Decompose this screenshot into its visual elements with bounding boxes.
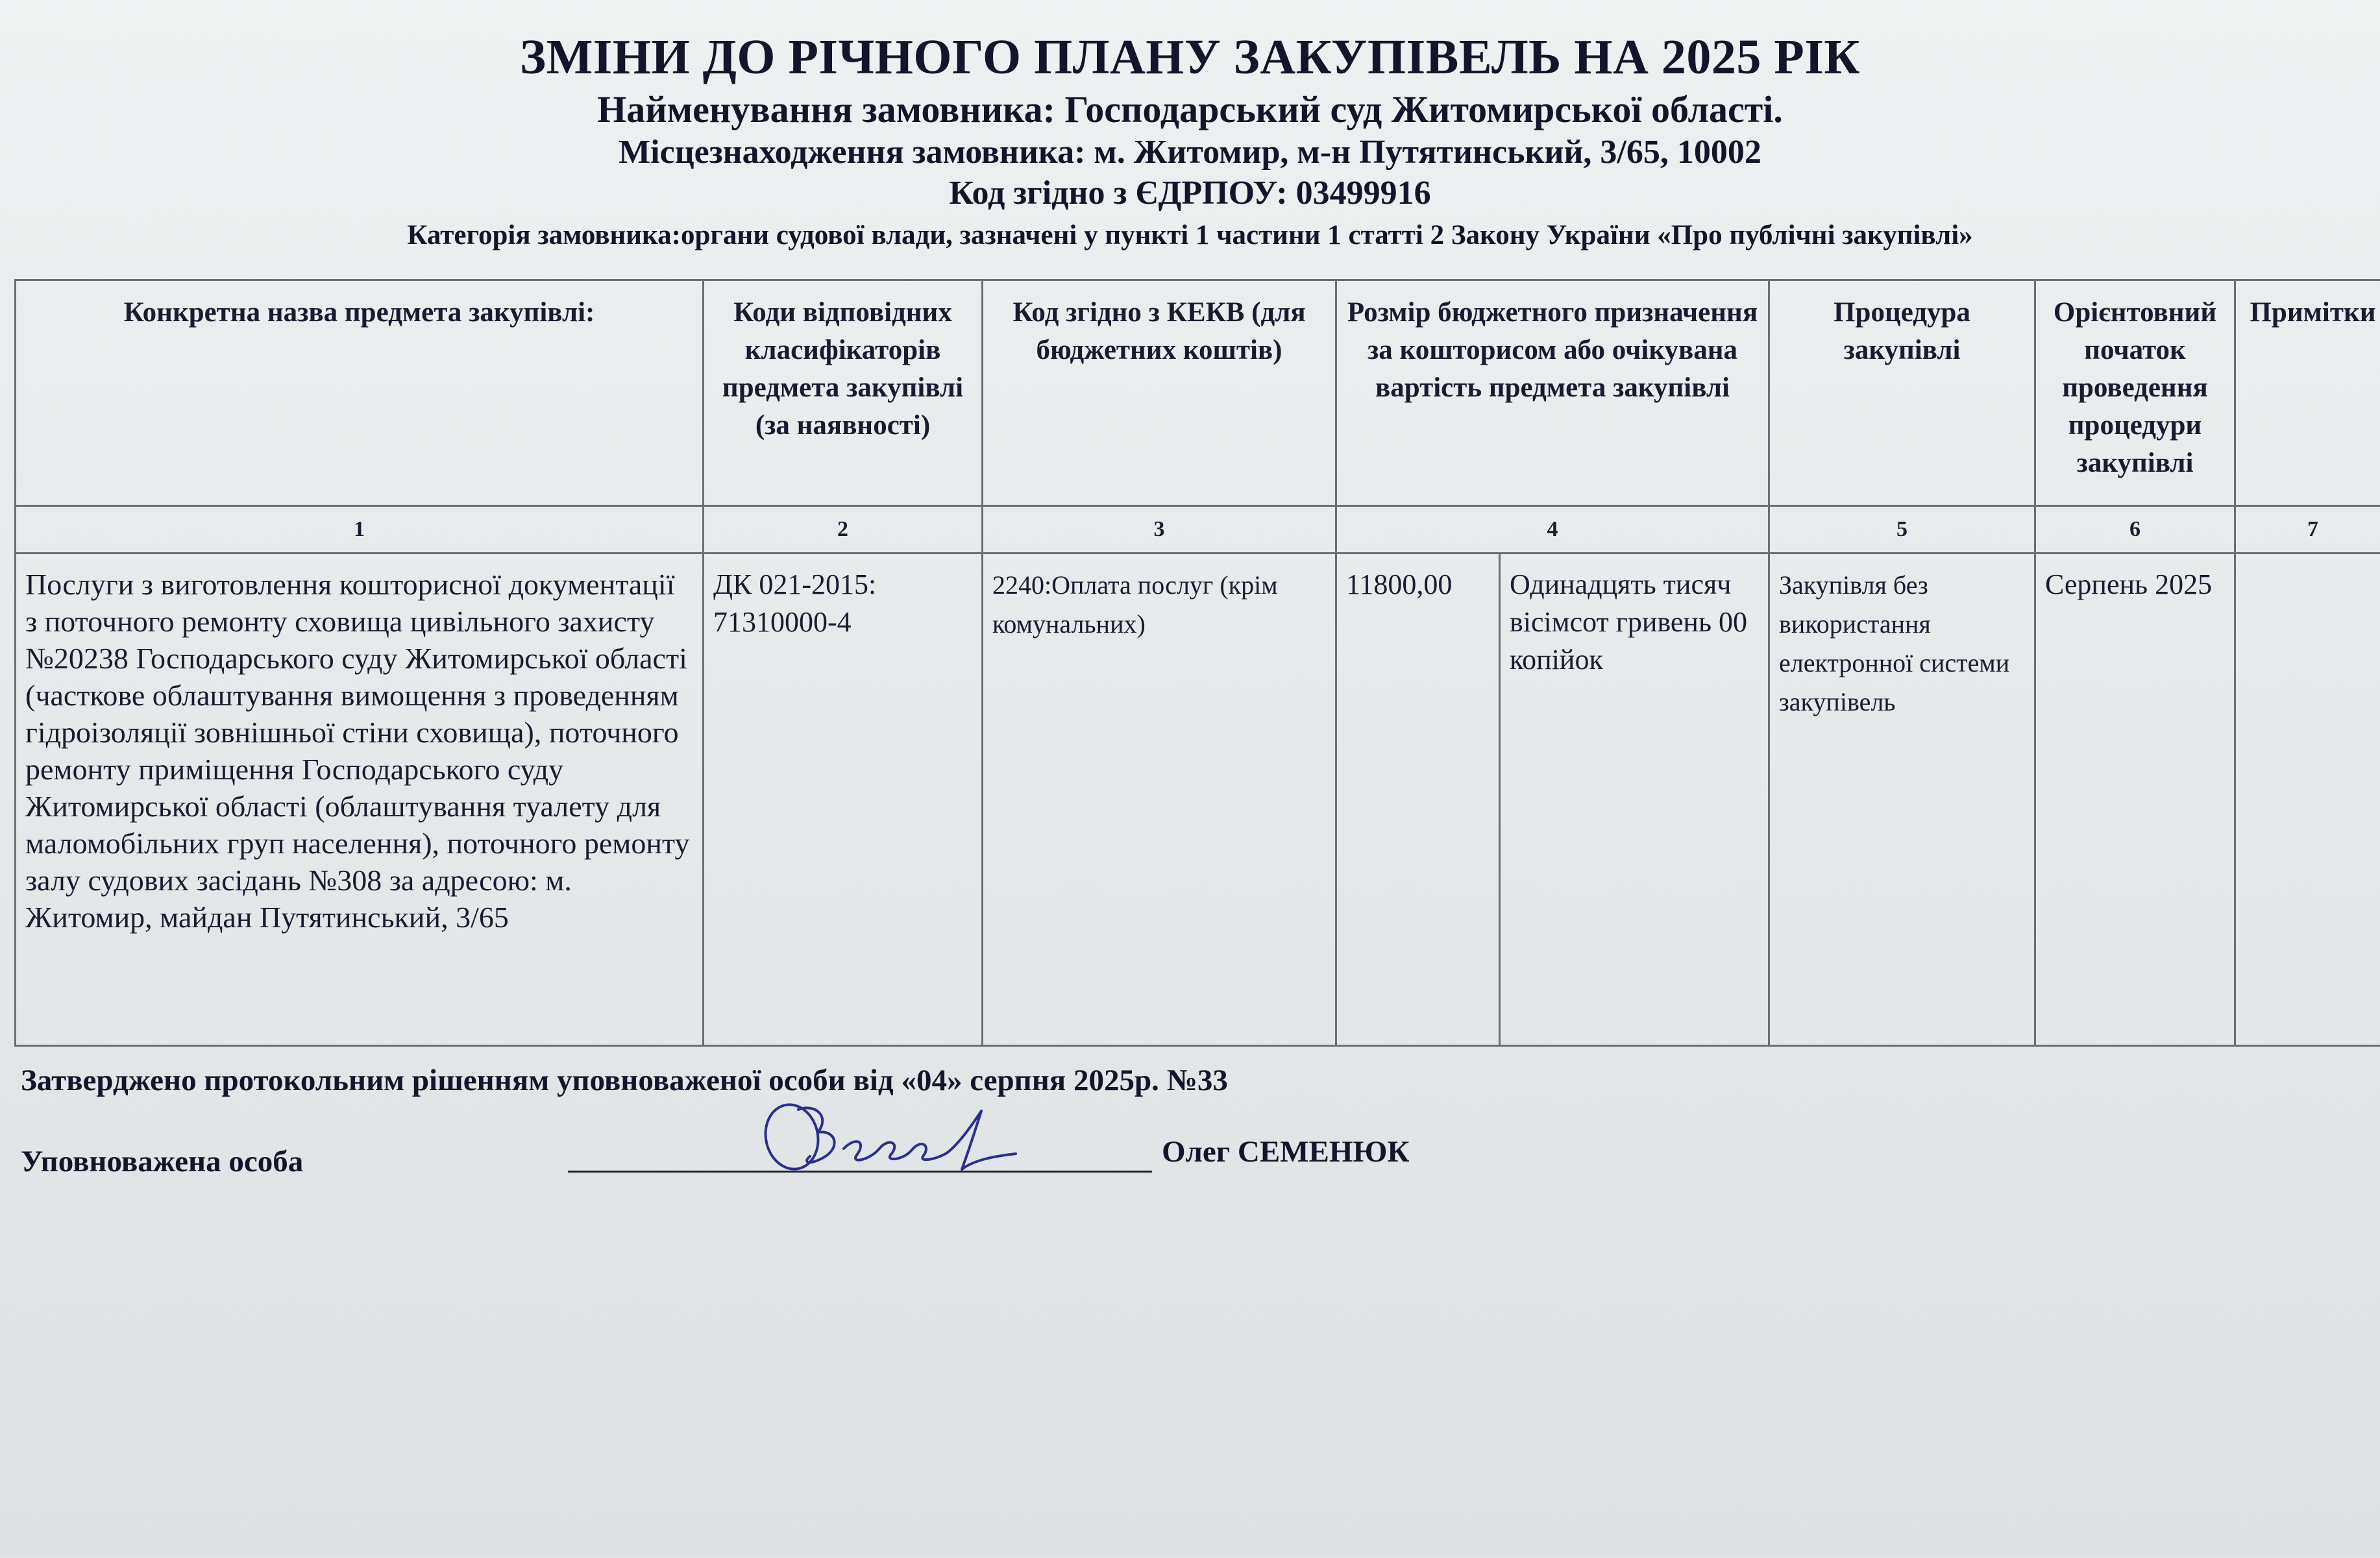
column-number: 6 [2035,506,2235,554]
column-number: 4 [1336,506,1769,554]
cell-start: Серпень 2025 [2035,554,2235,1046]
customer-category: Категорія замовника:органи судової влади, зазначені у пункті 1 частини 1 статті 2 Закону України «Про публічні закупівлі» [407,220,1973,250]
cell-amount-words: Одинадцять тисяч вісімсот гривень 00 копійок [1500,554,1769,1046]
header-subject: Конкретна назва предмета закупівлі: [16,280,704,506]
edrpou-code: Код згідно з ЄДРПОУ: 03499916 [949,175,1431,212]
approval-note: Затверджено протокольним рішенням уповноваженої особи від «04» серпня 2025р. №33 [21,1064,1228,1097]
column-number: 1 [16,506,704,554]
table-row [16,554,2380,1046]
header-notes: Примітки [2235,280,2380,506]
table-header-row [16,280,2380,506]
cell-procedure: Закупівля без використання електронної системи закупівель [1769,554,2035,1046]
header-classifier: Коди відповідних класифікаторів предмета закупівлі (за наявності) [704,280,983,506]
header-start: Орієнтовний початок проведення процедури закупівлі [2035,280,2235,506]
signatory-label: Уповноважена особа [21,1145,304,1178]
cell-notes [2235,554,2380,1046]
header-procedure: Процедура закупівлі [1769,280,2035,506]
cell-subject: Послуги з виготовлення кошторисної документації з поточного ремонту сховища цивільного захисту №20238 Господарського суду Житомирської області (часткове облаштування вимощення з проведенням гідроізоляції зовнішньої стіни сховища), поточного ремонту приміщення Господарського суду Житомирської області (облаштування туалету для маломобільних груп населення), поточного ремонту залу судових засідань №308 за адресою: м. Житомир, майдан Путятинський, 3/65 [16,554,704,1046]
signatory-name: Олег СЕМЕНЮК [1162,1135,1410,1169]
column-number-row [16,506,2380,554]
procurement-plan-table [14,279,2380,1047]
document-title: ЗМІНИ ДО РІЧНОГО ПЛАНУ ЗАКУПІВЕЛЬ НА 2025 РІК [519,30,1861,84]
cell-classifier: ДК 021-2015: 71310000-4 [704,554,983,1046]
column-number: 7 [2235,506,2380,554]
cell-amount: 11800,00 [1336,554,1500,1046]
header-kekv: Код згідно з КЕКВ (для бюджетних коштів) [983,280,1336,506]
column-number: 5 [1769,506,2035,554]
cell-kekv: 2240:Оплата послуг (крім комунальних) [983,554,1336,1046]
column-number: 3 [983,506,1336,554]
column-number: 2 [704,506,983,554]
handwritten-signature [753,1097,1025,1181]
customer-name: Найменування замовника: Господарський суд Житомирської області. [597,88,1783,130]
customer-location: Місцезнаходження замовника: м. Житомир, м-н Путятинський, 3/65, 10002 [619,134,1761,171]
header-amount: Розмір бюджетного призначення за кошторисом або очікувана вартість предмета закупівлі [1336,280,1769,506]
